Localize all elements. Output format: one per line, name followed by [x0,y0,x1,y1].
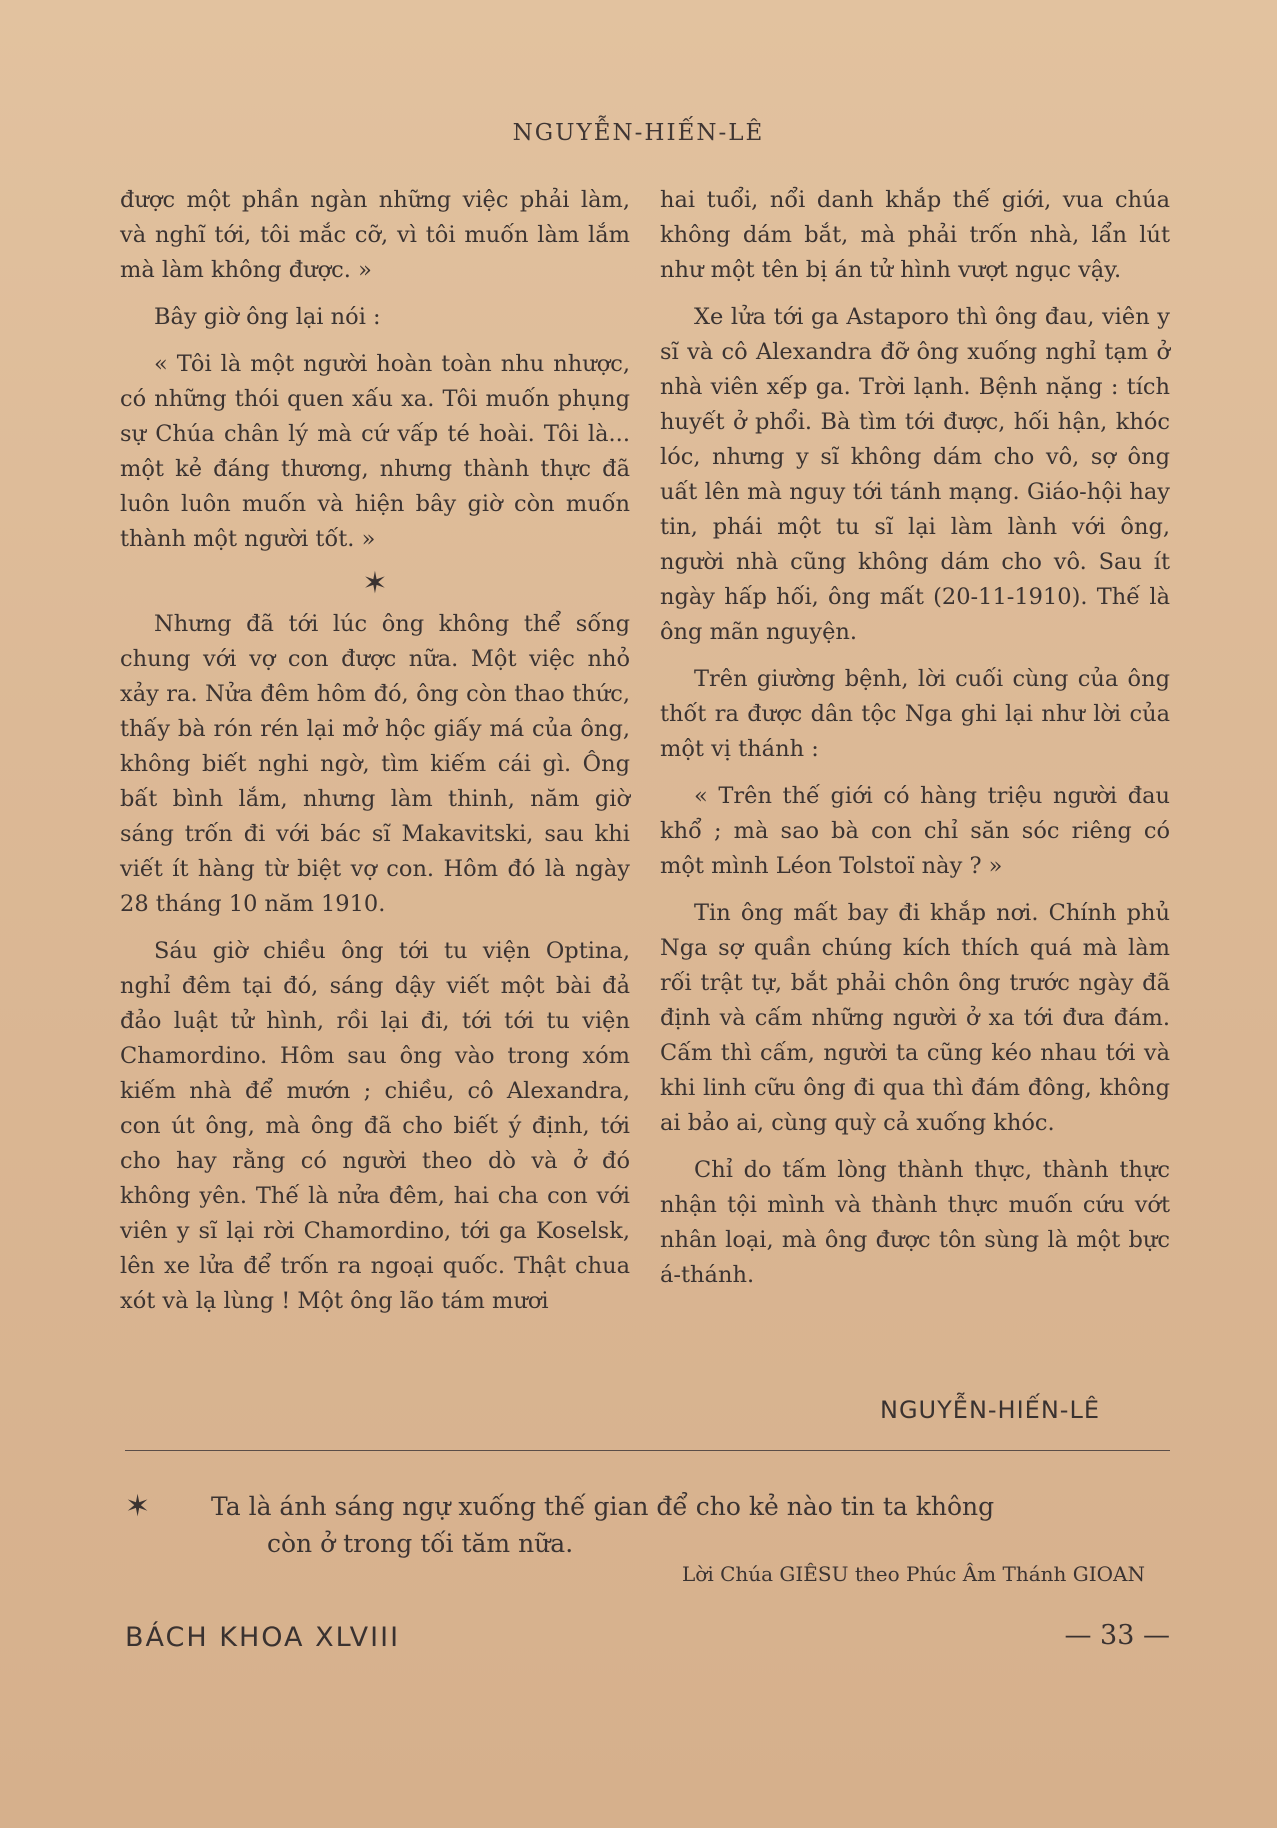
author-signature: NGUYỄN-HIẾN-LÊ [880,1396,1100,1424]
running-header: NGUYỄN-HIẾN-LÊ [512,120,765,146]
footnote-star-icon: ✶ [125,1489,151,1524]
footnote-line-2: còn ở trong tối tăm nữa. [267,1529,574,1558]
paragraph: Bây giờ ông lại nói : [154,304,381,330]
paragraph: được một phần ngàn những việc phải làm, và nghĩ tới, tôi mắc cỡ, vì tôi muốn làm lắm mà làm không được. » [120,187,630,283]
paragraph: Chỉ do tấm lòng thành thực, thành thực nhận tội mình và thành thực muốn cứu vớt nhân loại, mà ông được tôn sùng là một bực á-thánh. [660,1157,1170,1288]
paragraph: Sáu giờ chiều ông tới tu viện Optina, nghỉ đêm tại đó, sáng dậy viết một bài đả đảo luật tử hình, rồi lại đi, tới tới tu viện Chamordino. Hôm sau ông vào trong xóm kiếm nhà để mướn ; chiều, cô Alexandra, con út ông, mà ông đã cho biết ý định, tới cho hay rằng có người theo dò và ở đó không yên. Thế là nửa đêm, hai cha con với viên y sĩ lại rời Chamordino, tới ga Koselsk, lên xe lửa để trốn ra ngoại quốc. Thật chua xót và lạ lùng ! Một ông lão tám mươi [120,938,630,1314]
paragraph: Tin ông mất bay đi khắp nơi. Chính phủ Nga sợ quần chúng kích thích quá mà làm rối trật tự, bắt phải chôn ông trước ngày đã định và cấm những người ở xa tới đưa đám. Cấm thì cấm, người ta cũng kéo nhau tới và khi linh cữu ông đi qua thì đám đông, không ai bảo ai, cùng quỳ cả xuống khóc. [660,900,1170,1136]
left-column [120,183,630,1331]
footnote-divider [125,1450,1170,1451]
footnote-attribution: Lời Chúa GIÊSU theo Phúc Âm Thánh GIOAN [682,1562,1145,1586]
paragraph: hai tuổi, nổi danh khắp thế giới, vua chúa không dám bắt, mà phải trốn nhà, lẩn lút như một tên bị án tử hình vượt ngục vậy. [660,187,1170,283]
section-divider-star-icon: ✶ [362,566,388,601]
paragraph: « Trên thế giới có hàng triệu người đau khổ ; mà sao bà con chỉ săn sóc riêng có một mình Léon Tolstoï này ? » [660,783,1170,879]
footnote-line-1: Ta là ánh sáng ngự xuống thế gian để cho kẻ nào tin ta không [211,1492,995,1521]
paragraph: « Tôi là một người hoàn toàn nhu nhược, có những thói quen xấu xa. Tôi muốn phụng sự Chúa chân lý mà cứ vấp té hoài. Tôi là... một kẻ đáng thương, nhưng thành thực đã luôn luôn muốn và hiện bây giờ còn muốn thành một người tốt. » [120,351,630,552]
footnote-text [211,1488,1170,1562]
right-column [660,183,1170,1305]
paragraph: Trên giường bệnh, lời cuối cùng của ông thốt ra được dân tộc Nga ghi lại như lời của một vị thánh : [660,666,1170,762]
paragraph: Xe lửa tới ga Astaporo thì ông đau, viên y sĩ và cô Alexandra đỡ ông xuống nghỉ tạm ở nhà viên xếp ga. Trời lạnh. Bệnh nặng : tích huyết ở phổi. Bà tìm tới được, hối hận, khóc lóc, nhưng y sĩ không dám cho vô, sợ ông uất lên mà nguy tới tánh mạng. Giáo-hội hay tin, phái một tu sĩ lại làm lành với ông, người nhà cũng không dám cho vô. Sau ít ngày hấp hối, ông mất (20-11-1910). Thế là ông mãn nguyện. [660,304,1170,645]
paragraph: Nhưng đã tới lúc ông không thể sống chung với vợ con được nữa. Một việc nhỏ xảy ra. Nửa đêm hôm đó, ông còn thao thức, thấy bà rón rén lại mở hộc giấy má của ông, không biết nghi ngờ, tìm kiếm cái gì. Ông bất bình lắm, nhưng làm thinh, năm giờ sáng trốn đi với bác sĩ Makavitski, sau khi viết ít hàng từ biệt vợ con. Hôm đó là ngày 28 tháng 10 năm 1910. [120,611,630,917]
page-number: — 33 — [1064,1620,1170,1651]
publication-name: BÁCH KHOA XLVIII [125,1622,401,1653]
footnote-quote [125,1488,1170,1562]
